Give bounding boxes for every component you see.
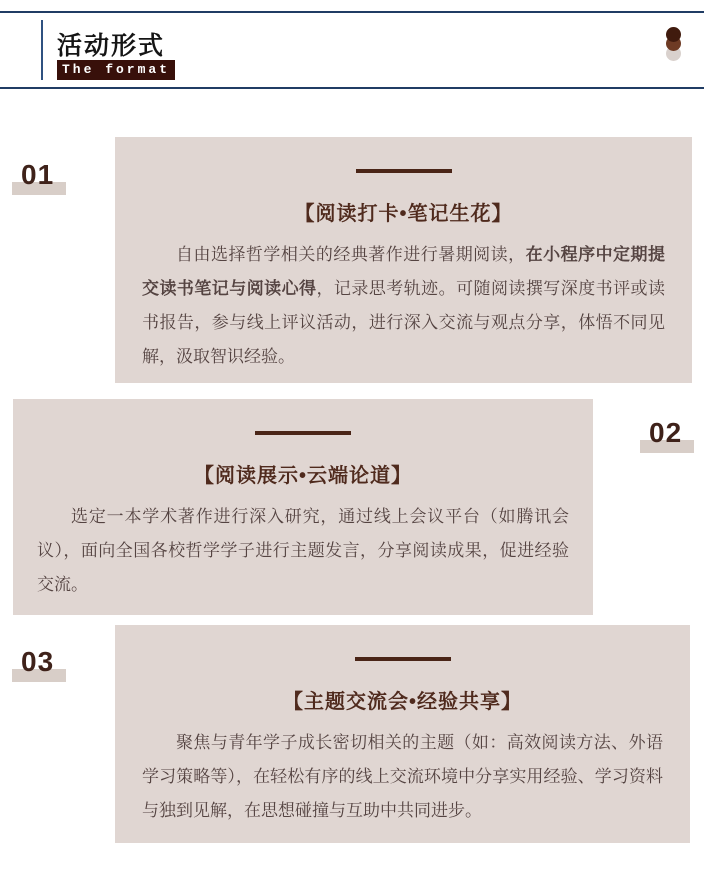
top-rule bbox=[0, 11, 704, 13]
page-title: 活动形式 bbox=[57, 32, 166, 60]
card-title: 【阅读展示•云端论道】 bbox=[193, 465, 412, 487]
section-number-03 bbox=[12, 648, 68, 682]
card-body-text bbox=[13, 500, 593, 602]
body-text-regular: 聚焦与青年学子成长密切相关的主题（如：高效阅读方法、外语学习策略等），在轻松有序的线上交流环境中分享实用经验、学习资料与独到见解，在思想碰撞与互助中共同进步。 bbox=[142, 733, 663, 820]
body-text-regular: 选定一本学术著作进行深入研究，通过线上会议平台（如腾讯会议），面向全国各校哲学学子进行主题发言，分享阅读成果，促进经验交流。 bbox=[37, 507, 569, 594]
card-divider-line bbox=[355, 657, 451, 661]
card-reading-presentation bbox=[13, 399, 593, 615]
page-subtitle-badge: The format bbox=[57, 60, 175, 80]
section-number-text: 03 bbox=[21, 646, 55, 677]
card-body-text bbox=[115, 238, 692, 374]
section-number-01 bbox=[12, 161, 68, 195]
section-number-text: 01 bbox=[21, 159, 55, 190]
card-title: 【阅读打卡•笔记生花】 bbox=[294, 203, 513, 225]
card-divider-line bbox=[356, 169, 452, 173]
section-number-02 bbox=[640, 419, 696, 453]
dot-dark-icon bbox=[666, 27, 681, 42]
body-text-regular: 自由选择哲学相关的经典著作进行暑期阅读， bbox=[176, 245, 526, 264]
stacked-dots-icon bbox=[666, 27, 682, 61]
card-body-text bbox=[115, 726, 690, 828]
header-accent-line bbox=[41, 20, 43, 80]
card-title: 【主题交流会•经验共享】 bbox=[282, 691, 522, 713]
card-divider-line bbox=[255, 431, 351, 435]
card-reading-checkin bbox=[115, 137, 692, 383]
body-text-regular: ，记录思考轨迹。可随阅读撰写深度书评或读书报告，参与线上评议活动，进行深入交流与观点分享，体悟不同见解，汲取智识经验。 bbox=[142, 279, 666, 366]
header-bottom-rule bbox=[0, 87, 704, 89]
body-text-bold: 在小程序中定期提交读书笔记与阅读心得 bbox=[142, 245, 666, 298]
section-number-text: 02 bbox=[649, 417, 683, 448]
card-theme-exchange bbox=[115, 625, 690, 843]
